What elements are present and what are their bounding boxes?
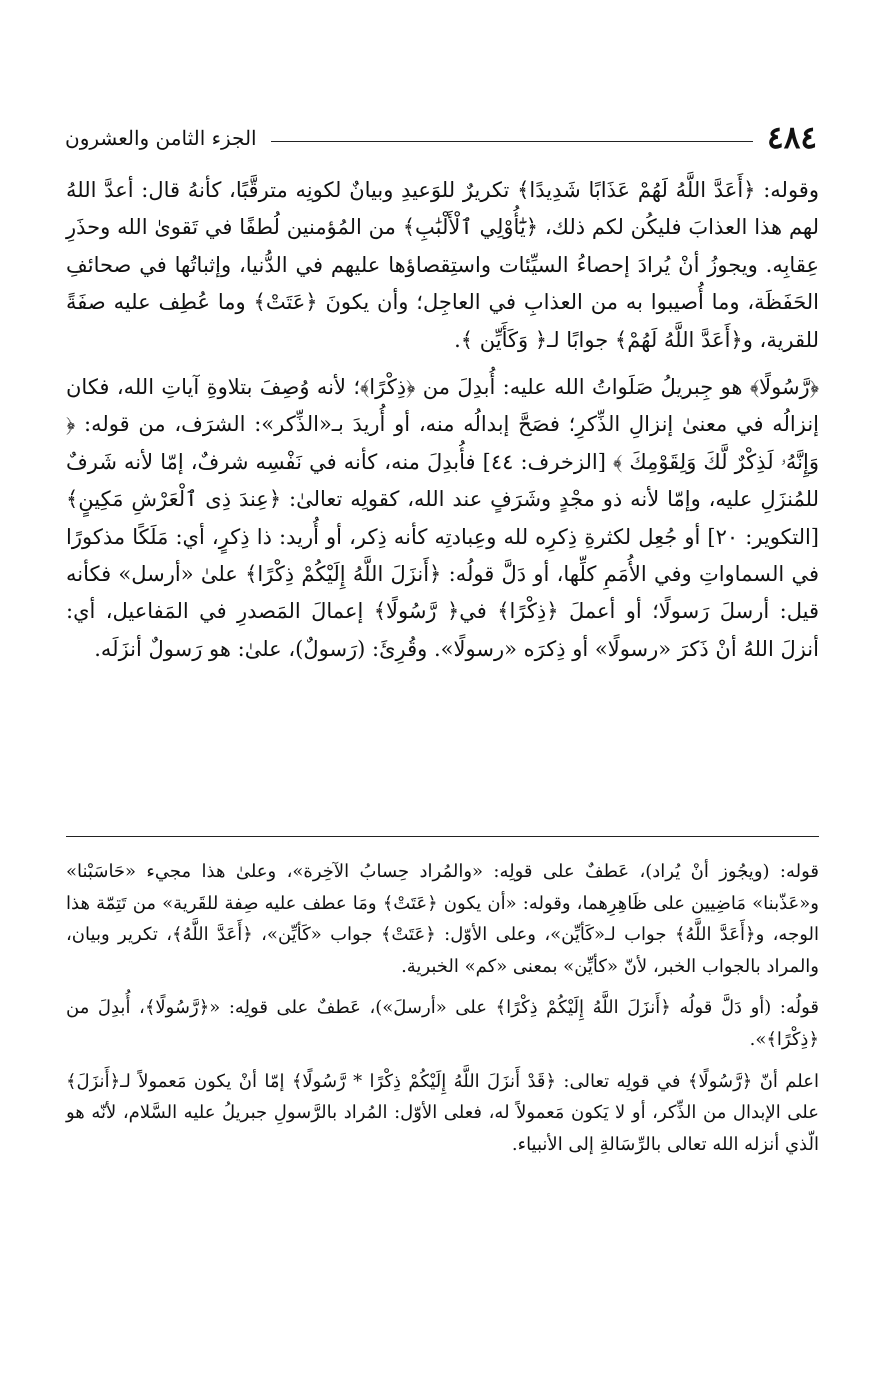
- footnote-separator: [66, 836, 819, 837]
- running-title: الجزء الثامن والعشرون: [65, 126, 257, 150]
- page-number: ٤٨٤: [767, 119, 817, 156]
- main-text: [66, 172, 819, 668]
- main-paragraph-2: ﴿رَّسُولًا﴾ هو جِبريلُ صَلَواتُ الله عليه: أُبدِلَ من ﴿ذِكْرًا﴾؛ لأنه وُصِفَ بتلاوةِ آياتِ الله، فكان إنزالُه في معنىٰ إنزالِ الذِّكرِ؛ فصَحَّ إبدالُه منه، أو أُريدَ بـ«الذِّكر»: الشرَف، من قوله: ﴿ وَإِنَّهُۥ لَذِكْرٌ لَّكَ وَلِقَوْمِكَ ﴾ [الزخرف: ٤٤] فأُبدِلَ منه، كأنه في نَفْسِه شرفٌ، إمّا لأنه شَرفٌ للمُنزَلِ عليه، وإمّا لأنه ذو مجْدٍ وشَرَفٍ عند الله، كقولِه تعالىٰ: ﴿عِندَ ذِى ٱلْعَرْشِ مَكِينٍ﴾ [التكوير: ٢٠] أو جُعِل لكثرةِ ذِكرِه لله وعِبادتِه كأنه ذِكر، أو أُريد: ذا ذِكرٍ، أي: مَلَكًا مذكورًا في السماواتِ وفي الأُمَمِ كلِّها، أو دَلَّ قولُه: ﴿أَنزَلَ اللَّهُ إِلَيْكُمْ ذِكْرًا﴾ علىٰ «أرسل» فكأنه قيل: أرسلَ رَسولًا؛ أو أعملَ ﴿ذِكْرًا﴾ في﴿ رَّسُولًا﴾ إعمالَ المَصدرِ في المَفاعيل، أي: أنزلَ اللهُ أنْ ذَكرَ «رسولًا» أو ذِكرَه «رسولًا». وقُرِئَ: (رَسولٌ)، علىٰ: هو رَسولٌ أنزَلَه.: [66, 375, 820, 661]
- note-paragraph-3: اعلم أنّ ﴿رَّسُولًا﴾ في قولِه تعالى: ﴿قَدْ أَنزَلَ اللَّهُ إِلَيْكُمْ ذِكْرًا * رَّسُولًا﴾ إمّا أنْ يكون مَعمولاً لـ﴿أَنزَلَ﴾ على الإبدال من الذِّكر، أو لا يَكون مَعمولاً له، فعلى الأوّل: المُراد بالرَّسولِ جبريلُ عليه السَّلام، لأنّه هو الّذي أنزله الله تعالى بالرِّسَالةِ إلى الأنبياء.: [66, 1070, 819, 1155]
- note-paragraph-1: قوله: (ويجُوز أنْ يُراد)، عَطفٌ على قولِه: «والمُراد حِسابُ الآخِرة»، وعلىٰ هذا مجيء «حَاسَبْنا» و«عَذّبنا» مَاضِيين على ظَاهِرِهما، وقوله: «أن يكون ﴿عَتَتْ﴾ ومَا عطف عليه صِفة للقَرية» من تَتِمّة هذا الوجه، و﴿أَعَدَّ اللَّهُ﴾ جواب لـ«كَأيِّن»، وعلى الأوّل: ﴿عَتَتْ﴾ جواب «كَأيِّن»، ﴿أَعَدَّ اللَّهُ﴾، تكرير وبيان، والمراد بالجواب الخبر، لأنّ «كأيِّن» بمعنى «كم» الخبرية.: [66, 861, 819, 977]
- commentary-notes: [66, 856, 819, 1160]
- note-paragraph-2: قولُه: (أو دَلَّ قولُه ﴿أَنزَلَ اللَّهُ إِلَيْكُمْ ذِكْرًا﴾ على «أرسلَ»)، عَطفٌ على قولِه: «﴿رَّسُولًا﴾، أُبدِلَ من ﴿ذِكْرًا﴾».: [66, 997, 819, 1050]
- page-header: [65, 118, 817, 158]
- header-rule: [271, 141, 753, 142]
- main-paragraph-1: وقوله: ﴿أَعَدَّ اللَّهُ لَهُمْ عَذَابًا شَدِيدًا﴾ تكريرٌ للوَعيدِ وبيانٌ لكونِه مترقَّبًا، كأنهُ قال: أعدَّ اللهُ لهم هذا العذابَ فليكُن لكم ذلك، ﴿يَٰٓأُوْلِي ٱلْأَلْبَٰبِ﴾ من المُؤمنين لُطفًا في تَقوىٰ الله وحذَرِ عِقابِه. ويجوزُ أنْ يُرادَ إحصاءُ السيِّئات واستِقصاؤها عليهم في الدُّنيا، وإثباتُها في صحائفِ الحَفَظَة، وما أُصيبوا به من العذابِ في العاجِل؛ وأن يكونَ ﴿عَتَتْ﴾ وما عُطِف عليه صفَةً للقرية، و﴿أَعَدَّ اللَّهُ لَهُمْ﴾ جوابًا لـ﴿ وَكَأَيِّن ﴾.: [66, 178, 819, 352]
